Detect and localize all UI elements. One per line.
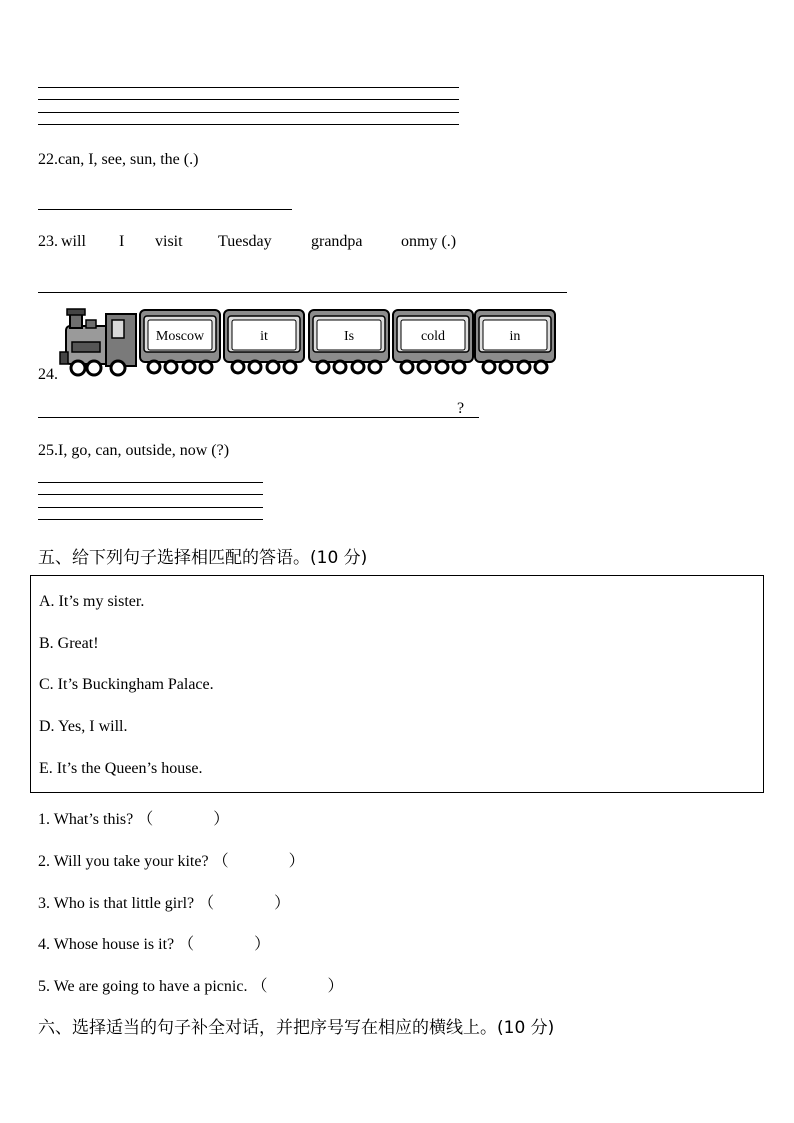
- question-25: 25.I, go, can, outside, now (?): [38, 442, 230, 459]
- section-5-heading: 五、给下列句子选择相匹配的答语。(10 分): [38, 548, 368, 568]
- answer-line[interactable]: [38, 209, 292, 210]
- question-23-word: will: [61, 233, 86, 250]
- train-illustration: [58, 306, 560, 382]
- answer-line[interactable]: [38, 292, 567, 293]
- match-question-3: [38, 890, 290, 913]
- question-23-word: Tuesday: [218, 233, 272, 250]
- question-text: 1. What’s this?: [38, 811, 134, 828]
- question-23-word: grandpa: [311, 233, 363, 250]
- question-24-number: 24.: [38, 366, 58, 383]
- answer-blank[interactable]: （ ）: [137, 811, 230, 828]
- question-23-word: onmy (.): [401, 233, 457, 250]
- option-a: A. It’s my sister.: [39, 593, 145, 610]
- option-c: C. It’s Buckingham Palace.: [39, 676, 214, 693]
- question-23-word: visit: [155, 233, 183, 250]
- answer-blank[interactable]: （ ）: [212, 853, 305, 870]
- train-car: [309, 310, 389, 373]
- train-car: [393, 310, 473, 373]
- train-car-word: Moscow: [155, 329, 205, 344]
- question-23-number: 23.: [38, 233, 58, 250]
- option-d: D. Yes, I will.: [39, 718, 128, 735]
- answer-line: [38, 99, 459, 100]
- match-question-1: [38, 806, 229, 829]
- match-question-4: [38, 931, 270, 954]
- question-text: 5. We are going to have a picnic.: [38, 978, 248, 995]
- question-text: 3. Who is that little girl?: [38, 895, 195, 912]
- train-car-word: cold: [420, 329, 446, 344]
- option-b: B. Great!: [39, 635, 99, 652]
- option-e: E. It’s the Queen’s house.: [39, 760, 203, 777]
- answer-line: [38, 112, 459, 113]
- answer-line: [38, 507, 263, 508]
- train-car-word: Is: [343, 329, 355, 344]
- answer-line: [38, 519, 263, 520]
- answer-line: [38, 494, 263, 495]
- options-box: [30, 575, 764, 793]
- train-car: [140, 310, 220, 373]
- question-24-end-mark: ?: [457, 400, 465, 417]
- question-text: 2. Will you take your kite?: [38, 853, 209, 870]
- answer-line: [38, 482, 263, 483]
- answer-blank[interactable]: （ ）: [178, 936, 271, 953]
- section-6-heading: 六、选择适当的句子补全对话，并把序号写在相应的横线上。(10 分): [38, 1018, 555, 1038]
- answer-blank[interactable]: （ ）: [198, 895, 291, 912]
- answer-line: [38, 124, 459, 125]
- train-car-word: it: [260, 329, 268, 344]
- answer-blank[interactable]: （ ）: [251, 978, 344, 995]
- train-car: [224, 310, 304, 373]
- match-question-5: [38, 973, 343, 996]
- match-question-2: [38, 848, 305, 871]
- train-car: [475, 310, 555, 373]
- locomotive-icon: [60, 309, 136, 375]
- train-car-word: in: [509, 329, 521, 344]
- question-text: 4. Whose house is it?: [38, 936, 175, 953]
- answer-line: [38, 87, 459, 88]
- answer-line[interactable]: [38, 417, 479, 418]
- question-22: 22.can, I, see, sun, the (.): [38, 151, 199, 168]
- question-23-word: I: [119, 233, 125, 250]
